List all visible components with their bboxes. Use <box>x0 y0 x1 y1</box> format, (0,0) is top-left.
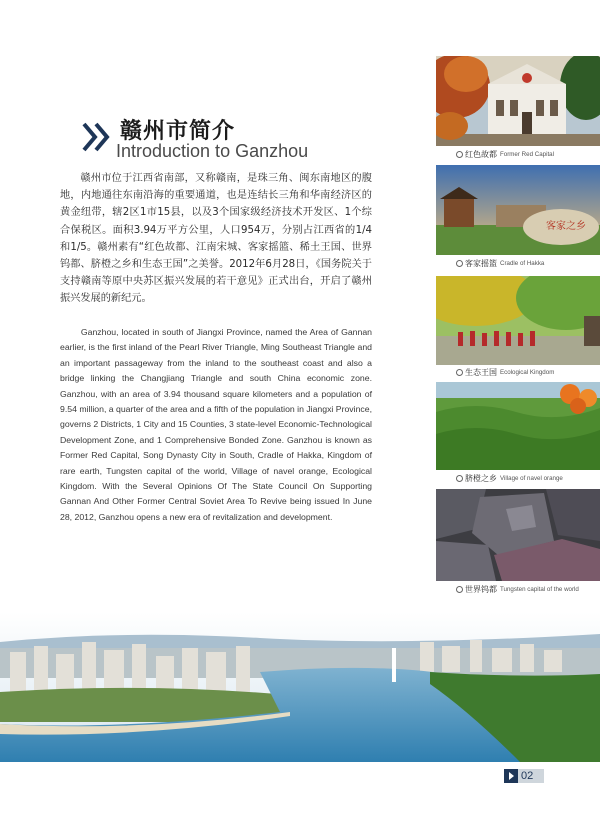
intro-paragraph-chinese: 赣州市位于江西省南部，又称赣南，是珠三角、闽东南地区的腹地，内地通往东南沿海的重要通道，也是连结长三角和华南经济区的黄金纽带，辖2区1市15县，以及3个国家级经济技术开发区、1个综合保税区。面积3.94万平方公里，人口954万，分别占江西省的1/4和1/5。赣州素有“红色故都、江南宋城、客家摇篮、稀土王国、世界钨都、脐橙之乡和生态王国”之美誉。2012年6月28日，《国务院关于支持赣南等原中央苏区振兴发展的若干意见》正式出台，开启了赣州振兴发展的新纪元。 <box>60 173 372 305</box>
caption-hakka: 客家摇篮 Cradle of Hakka <box>456 258 544 269</box>
caption-ecological: 生态王国 Ecological Kingdom <box>456 367 554 378</box>
play-arrow-icon <box>504 769 518 783</box>
caption-navel-orange: 脐橙之乡 Village of navel orange <box>456 473 563 484</box>
circle-bullet-icon <box>456 586 463 593</box>
intro-paragraph-english: Ganzhou, located in south of Jiangxi Province, named the Area of Gannan earlier, is the first inland of the Pearl River Triangle, Ming Southeast Triangle and an important passageway from the inland to the southeast coast and also a bridge linking the Changjiang Triangle and south China economic zone. Ganzhou, with an area of 3.94 thousand square kilometers and a population of 9.54 million, a quarter of the area and a fifth of the population in Jiangxi Province, governs 2 Districts, 1 City and 15 Counties, 3 state-level Economic-Technological Development Zone, and 1 Comprehensive Bonded Zone. Ganzhou is known as Former Red Capital, Song Dynasty City in South, Cradle of Hakka, Kingdom of rare earth, Tungsten capital of the world, Village of navel orange, Ecological Kingdom. With the Several Opinions Of The State Council On Supporting Gannan And Other Former Central Soviet Area To Revive being issued In June 28, 2012, Ganzhou opens a new era of revitalization and development. <box>60 327 372 522</box>
title-english: Introduction to Ganzhou <box>116 141 309 161</box>
page-number: 02 <box>521 770 534 782</box>
hakka-stone-sign: 客家之乡 <box>546 221 586 232</box>
caption-tungsten: 世界钨都 Tungsten capital of the world <box>456 584 579 595</box>
circle-bullet-icon <box>456 369 463 376</box>
title-chinese: 赣州市简介 <box>120 119 236 144</box>
double-chevron-icon <box>80 120 114 154</box>
circle-bullet-icon <box>456 475 463 482</box>
caption-red-capital: 红色故都 Former Red Capital <box>456 149 554 160</box>
photo-hakka <box>436 165 600 255</box>
circle-bullet-icon <box>456 260 463 267</box>
photo-red-capital <box>436 56 600 146</box>
section-title <box>80 114 360 164</box>
photo-tungsten <box>436 489 600 581</box>
photo-ecological <box>436 276 600 365</box>
photo-navel-orange <box>436 382 600 470</box>
circle-bullet-icon <box>456 151 463 158</box>
city-panorama <box>0 612 600 762</box>
